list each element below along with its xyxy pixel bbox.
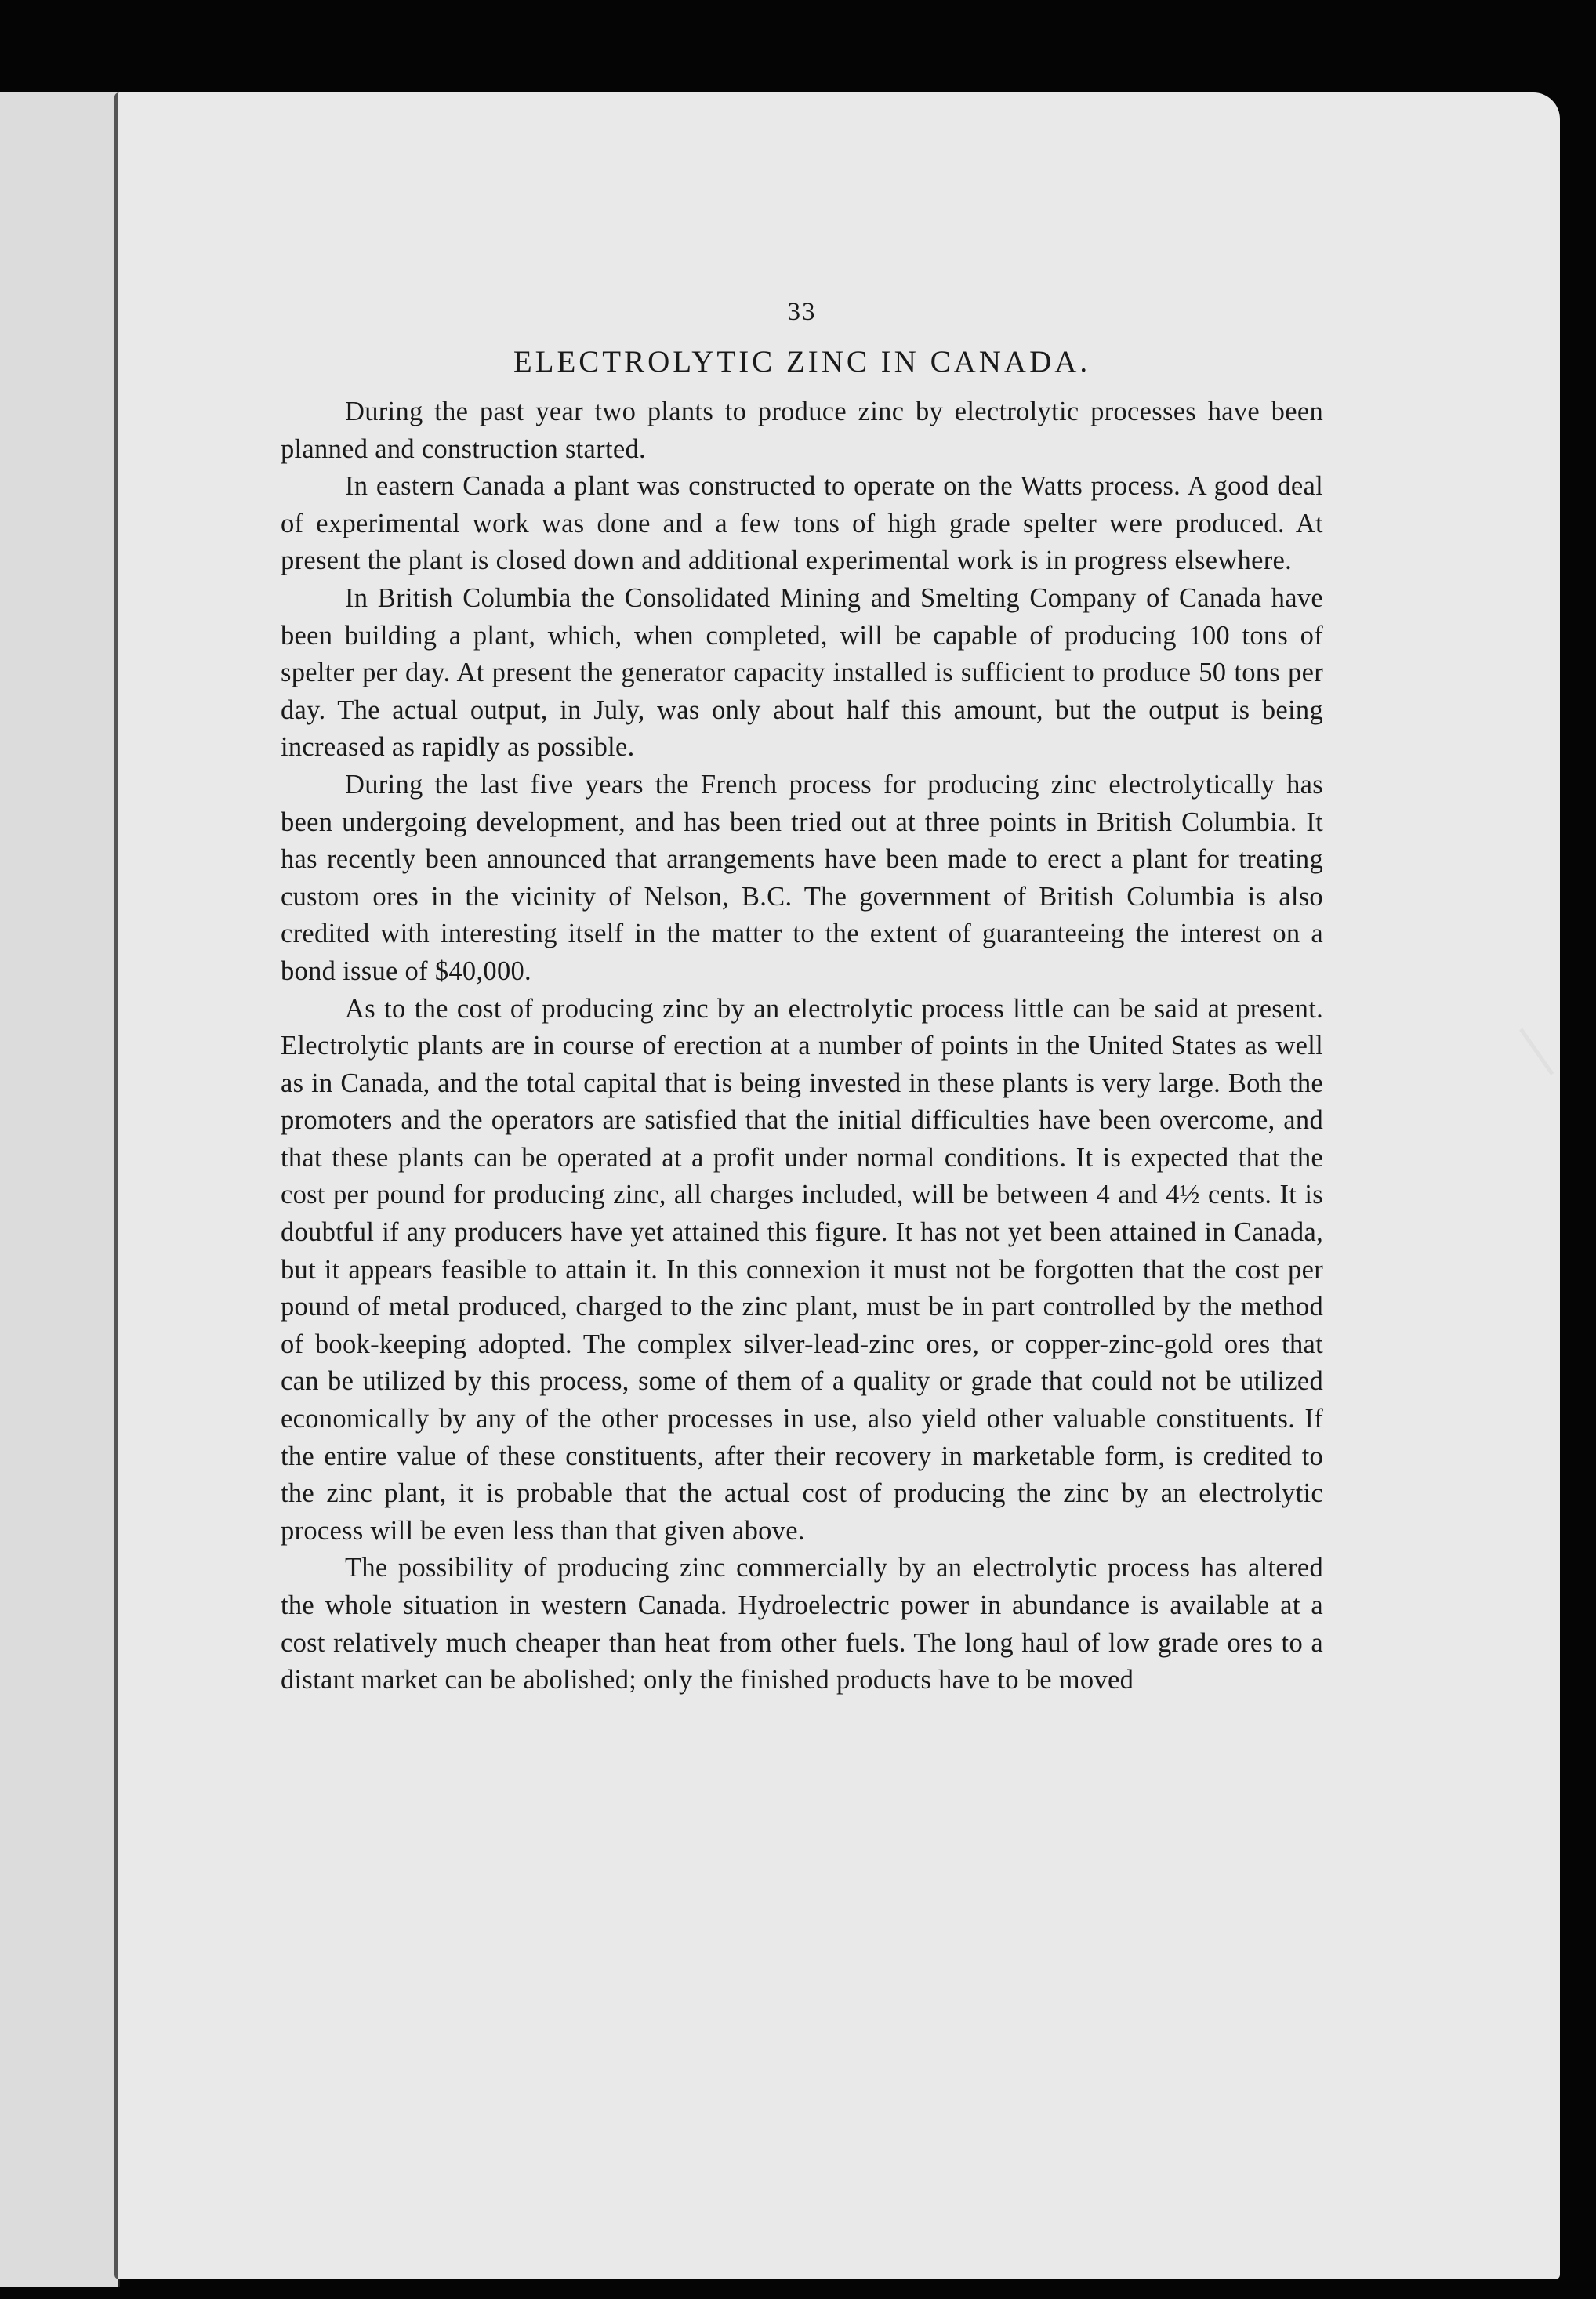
adjacent-page-edge — [0, 92, 120, 2287]
paragraph: In eastern Canada a plant was constructed to operate on the Watts process. A good deal of experimental work was done and a few tons of high grade spelter were produced. At present the plant is closed down and additional experimental work is in progress elsewhere. — [281, 471, 1323, 576]
paragraph: As to the cost of producing zinc by an electrolytic process little can be said at present. Electrolytic plants are in course of erection at a number of points in the United States as well as in Canada, and the total capital that is being invested in these plants is very large. Both the promoters and the operators are satisfied that the initial difficulties have been overcome, and that these plants can be operated at a profit under normal conditions. It is expected that the cost per pound for producing zinc, all charges included, will be between 4 and 4½ cents. It is doubtful if any producers have yet attained this figure. It has not yet been attained in Canada, but it appears feasible to attain it. In this connexion it must not be forgotten that the cost per pound of metal produced, charged to the zinc plant, must be in part controlled by the method of book-keeping adopted. The complex silver-lead-zinc ores, or copper-zinc-gold ores that can be utilized by this process, some of them of a quality or grade that could not be utilized economically by any of the other processes in use, also yield other valuable constituents. If the entire value of these constituents, after their recovery in marketable form, is credited to the zinc plant, it is probable that the actual cost of producing the zinc by an electrolytic process will be even less than that given above. — [281, 993, 1323, 1546]
page-number: 33 — [787, 298, 817, 326]
page-edge-mark — [1519, 1014, 1573, 1075]
paragraph: The possibility of producing zinc commercially by an electrolytic process has altered the whole situation in western Canada. Hydroelectric power in abundance is available at a cost relatively much cheaper than heat from other fuels. The long haul of low grade ores to a distant market can be abolished; only the finished products have to be moved — [281, 1553, 1323, 1695]
page-content — [281, 298, 1323, 1699]
page-title: ELECTROLYTIC ZINC IN CANADA. — [513, 345, 1091, 379]
paragraph: During the last five years the French process for producing zinc electrolytically has been undergoing development, and has been tried out at three points in British Columbia. It has recently been announced that arrangements have been made to erect a plant for treating custom ores in the vicinity of Nelson, B.C. The government of British Columbia is also credited with interesting itself in the matter to the extent of guaranteeing the interest on a bond issue of $40,000. — [281, 769, 1323, 986]
paragraph: In British Columbia the Consolidated Mining and Smelting Company of Canada have been building a plant, which, when completed, will be capable of producing 100 tons of spelter per day. At present the generator capacity installed is sufficient to produce 50 tons per day. The actual output, in July, was only about half this amount, but the output is being increased as rapidly as possible. — [281, 582, 1323, 763]
paragraph: During the past year two plants to produce zinc by electrolytic processes have been planned and construction started. — [281, 397, 1323, 464]
